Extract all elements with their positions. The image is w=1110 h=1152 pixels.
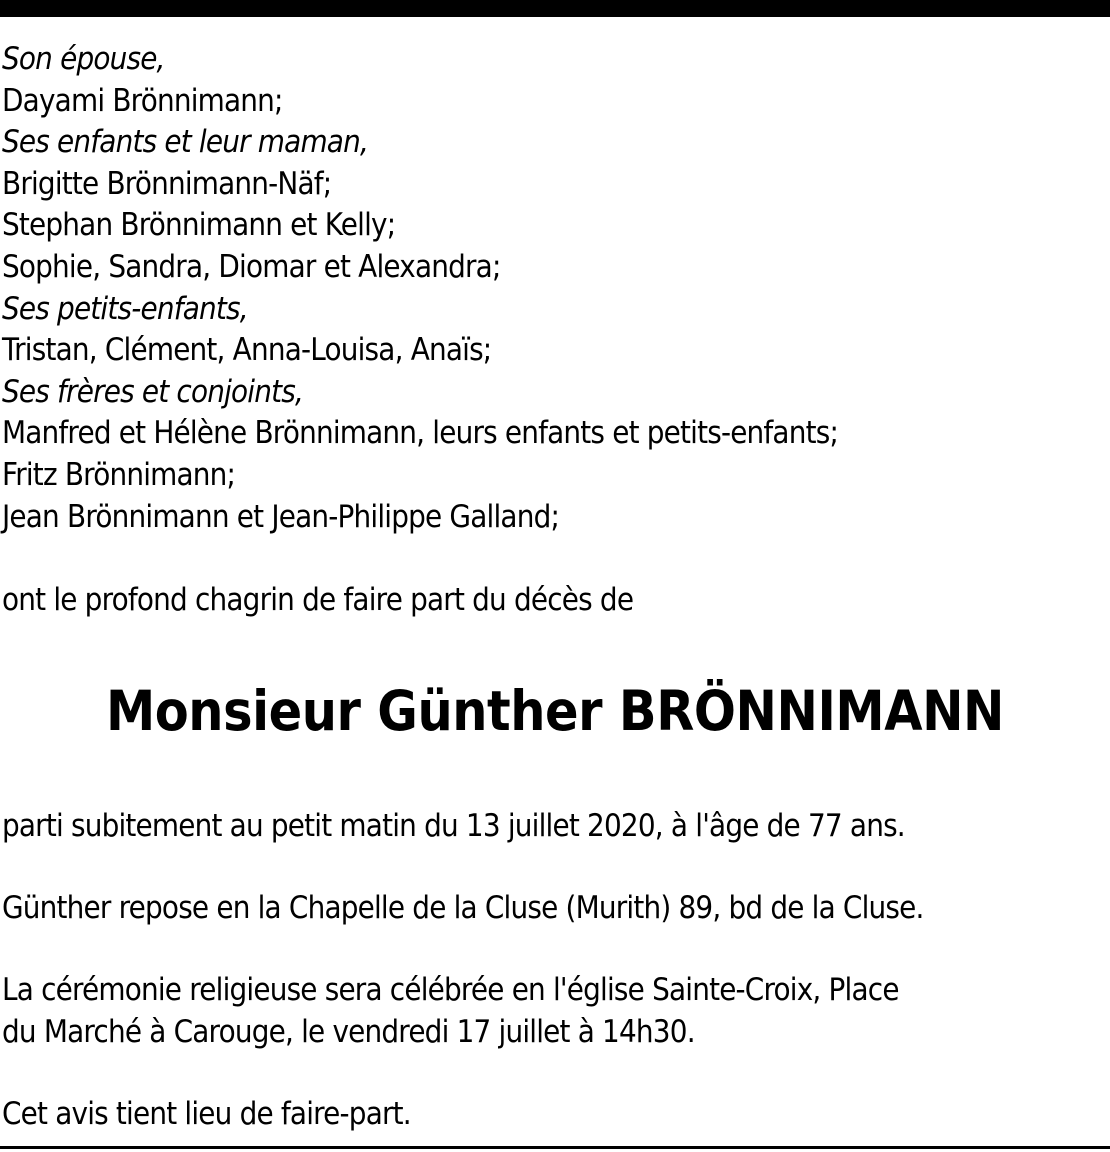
family-line: Stephan Brönnimann et Kelly;: [2, 207, 396, 244]
family-line: Jean Brönnimann et Jean-Philippe Galland;: [2, 498, 560, 535]
family-line: Ses enfants et leur maman,: [2, 124, 369, 161]
family-list: [2, 39, 1102, 538]
top-rule: [0, 0, 1110, 17]
notice-paragraph: Cet avis tient lieu de faire-part.: [2, 1096, 411, 1132]
family-line: Brigitte Brönnimann-Näf;: [2, 165, 332, 202]
family-line: Sophie, Sandra, Diomar et Alexandra;: [2, 248, 501, 285]
ceremony-paragraph-line-2: du Marché à Carouge, le vendredi 17 juillet à 14h30.: [2, 1014, 695, 1050]
rests-paragraph: Günther repose en la Chapelle de la Cluse (Murith) 89, bd de la Cluse.: [2, 890, 924, 926]
departed-paragraph: parti subitement au petit matin du 13 juillet 2020, à l'âge de 77 ans.: [2, 808, 905, 844]
family-line: Dayami Brönnimann;: [2, 82, 283, 119]
family-line: Tristan, Clément, Anna-Louisa, Anaïs;: [2, 332, 492, 369]
announcement-text: ont le profond chagrin de faire part du décès de: [2, 582, 634, 618]
family-line: Ses frères et conjoints,: [2, 373, 304, 410]
deceased-name: Monsieur Günther BRÖNNIMANN: [105, 679, 1005, 743]
family-line: Manfred et Hélène Brönnimann, leurs enfants et petits-enfants;: [2, 415, 839, 452]
family-line: Son épouse,: [2, 41, 165, 77]
family-line: Ses petits-enfants,: [2, 290, 248, 327]
family-line: Fritz Brönnimann;: [2, 456, 236, 493]
ceremony-paragraph-line-1: La cérémonie religieuse sera célébrée en l'église Sainte-Croix, Place: [2, 972, 899, 1008]
bottom-rule: [0, 1146, 1110, 1149]
